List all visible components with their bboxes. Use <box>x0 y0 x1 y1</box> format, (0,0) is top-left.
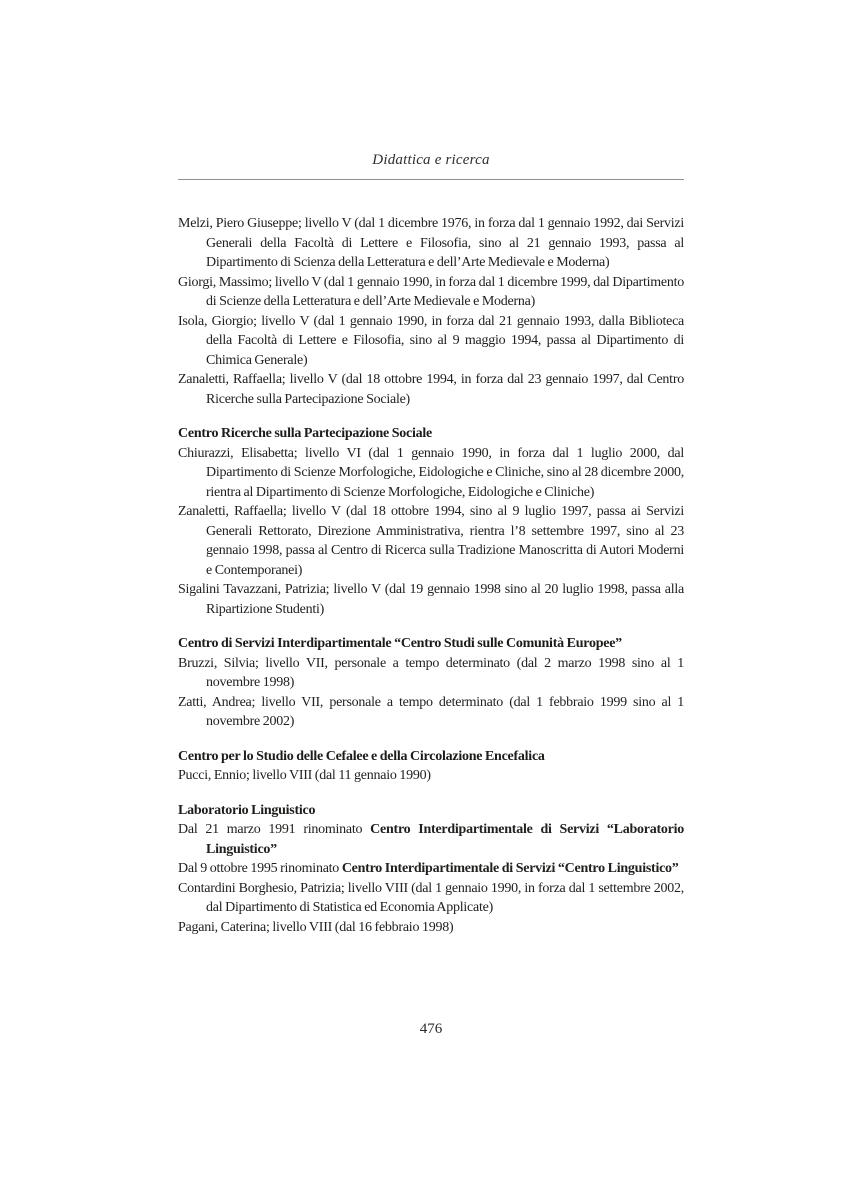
text-segment: Dal 21 marzo 1991 rinominato <box>178 822 371 837</box>
document-section <box>178 747 684 786</box>
entry-paragraph <box>178 444 684 503</box>
section-heading: Centro di Servizi Interdipartimentale “Centro Studi sulle Comunità Europee” <box>178 636 622 651</box>
text-segment: Chiurazzi, Elisabetta; livello VI (dal 1 gennaio 1990, in forza dal 1 luglio 2000, dal Dipartimento di Scienze Morfologiche, Eidologiche e Cliniche, sino al 28 dicembre 2000, rientra al Dipartimento di Scienze Morfologiche, Eidologiche e Cliniche) <box>178 445 684 500</box>
document-section <box>178 801 684 938</box>
running-header-title: Didattica e ricerca <box>372 152 490 168</box>
section-heading: Centro per lo Studio delle Cefalee e della Circolazione Encefalica <box>178 748 545 764</box>
text-segment: Pagani, Caterina; livello VIII (dal 16 febbraio 1998) <box>178 919 454 935</box>
entry-paragraph <box>178 918 684 938</box>
entry-paragraph <box>178 214 684 273</box>
running-header <box>178 151 684 180</box>
entry-paragraph <box>178 766 684 786</box>
text-segment: Sigalini Tavazzani, Patrizia; livello V (dal 19 gennaio 1998 sino al 20 luglio 1998, passa alla Ripartizione Studenti) <box>178 582 684 617</box>
entry-paragraph <box>178 879 684 918</box>
document-section <box>178 424 684 619</box>
text-segment-bold: Centro Interdipartimentale di Servizi “Laboratorio Linguistico” <box>206 822 684 857</box>
page-number: 476 <box>419 1021 443 1037</box>
text-segment: Dal 9 ottobre 1995 rinominato <box>178 861 342 876</box>
text-segment: Zanaletti, Raffaella; livello V (dal 18 ottobre 1994, in forza dal 23 gennaio 1997, dal Centro Ricerche sulla Partecipazione Sociale) <box>178 372 684 407</box>
text-segment: Zatti, Andrea; livello VII, personale a tempo determinato (dal 1 febbraio 1999 sino al 1 novembre 2002) <box>178 694 684 729</box>
text-segment-bold: Centro Interdipartimentale di Servizi “Centro Linguistico” <box>341 861 679 876</box>
document-section <box>178 634 684 732</box>
entry-paragraph <box>178 580 684 619</box>
document-section <box>178 214 684 409</box>
text-segment: Melzi, Piero Giuseppe; livello V (dal 1 dicembre 1976, in forza dal 1 gennaio 1992, dai Servizi Generali della Facoltà di Lettere e Filosofia, sino al 21 gennaio 1993, passa al Dipartimento di Scienza della Letteratura e dell’Arte Medievale e Moderna) <box>178 216 684 270</box>
entry-paragraph <box>178 273 684 312</box>
entry-paragraph <box>178 820 684 859</box>
header-rule <box>178 179 684 180</box>
entry-paragraph <box>178 654 684 693</box>
text-segment: Giorgi, Massimo; livello V (dal 1 gennaio 1990, in forza dal 1 dicembre 1999, dal Dipartimento di Scienze della Letteratura e dell’Arte Medievale e Moderna) <box>178 274 684 309</box>
section-heading: Laboratorio Linguistico <box>178 802 316 818</box>
text-segment: Pucci, Ennio; livello VIII (dal 11 gennaio 1990) <box>178 768 431 783</box>
text-segment: Bruzzi, Silvia; livello VII, personale a tempo determinato (dal 2 marzo 1998 sino al 1 novembre 1998) <box>178 655 684 690</box>
entry-paragraph <box>178 312 684 371</box>
entry-paragraph <box>178 859 684 879</box>
body-text <box>178 214 684 937</box>
text-segment: Contardini Borghesio, Patrizia; livello VIII (dal 1 gennaio 1990, in forza dal 1 settembre 2002, dal Dipartimento di Statistica ed Economia Applicate) <box>178 880 684 915</box>
text-segment: Isola, Giorgio; livello V (dal 1 gennaio 1990, in forza dal 21 gennaio 1993, dalla Biblioteca della Facoltà di Lettere e Filosofia, sino al 9 maggio 1994, passa al Dipartimento di Chimica Generale) <box>178 313 684 368</box>
entry-paragraph <box>178 502 684 580</box>
text-segment: Zanaletti, Raffaella; livello V (dal 18 ottobre 1994, sino al 9 luglio 1997, passa ai Servizi Generali Rettorato, Direzione Amministrativa, rientra l’8 settembre 1997, sino al 23 gennaio 1998, passa al Centro di Ricerca sulla Tradizione Manoscritta di Autori Moderni e Contemporanei) <box>178 504 684 578</box>
entry-paragraph <box>178 370 684 409</box>
section-heading: Centro Ricerche sulla Partecipazione Sociale <box>178 426 432 441</box>
entry-paragraph <box>178 693 684 732</box>
